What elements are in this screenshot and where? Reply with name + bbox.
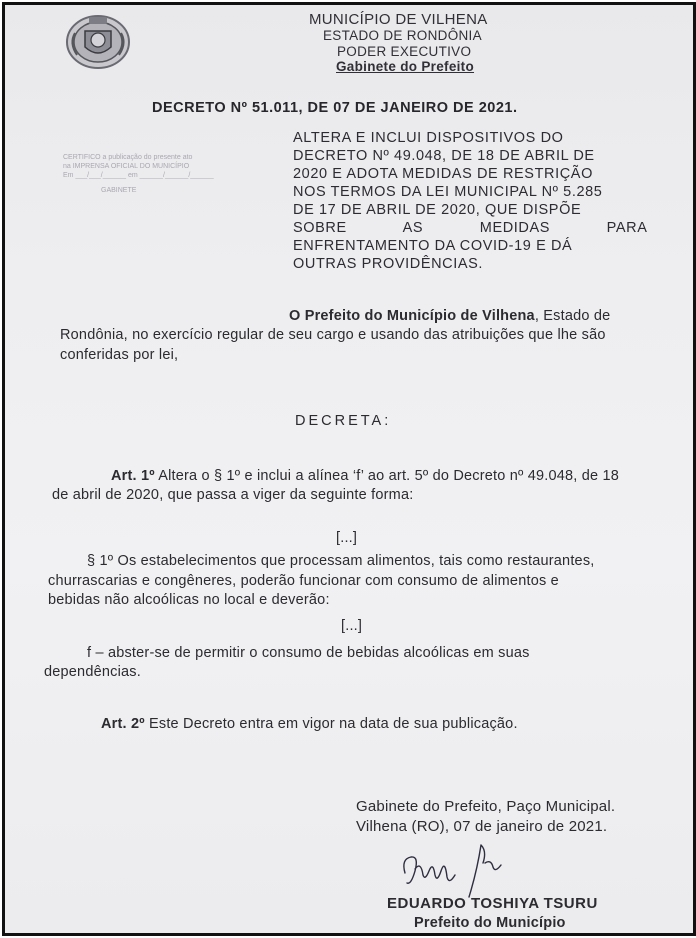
art1-text: Altera o § 1º e inclui a alínea ‘f’ ao art. 5º do Decreto nº 49.048, de 18 <box>154 468 620 484</box>
art2-text: Este Decreto entra em vigor na data de sua publicação. <box>144 716 518 732</box>
decree-title: DECRETO Nº 51.011, DE 07 DE JANEIRO DE 2021. <box>152 100 518 116</box>
stamp-line: GABINETE <box>101 187 137 194</box>
preamble-bold: O Prefeito do Município de Vilhena <box>289 308 535 324</box>
signatory-title: Prefeito do Município <box>414 915 566 931</box>
decreta-heading: DECRETA: <box>295 413 392 429</box>
ementa-line: OUTRAS PROVIDÊNCIAS. <box>293 256 484 272</box>
closing-place: Gabinete do Prefeito, Paço Municipal. <box>356 798 616 815</box>
document-page <box>5 5 693 933</box>
ementa-line: ALTERA E INCLUI DISPOSITIVOS DO <box>293 130 564 146</box>
art1-line-1 <box>111 468 619 484</box>
ementa-line: SOBRE AS MEDIDAS PARA <box>293 220 648 236</box>
art1-label: Art. 1º <box>111 468 155 484</box>
ellipsis: [...] <box>336 530 358 546</box>
stamp-line: na IMPRENSA OFICIAL DO MUNICÍPIO <box>63 163 190 170</box>
stamp-line: Em ___/___/______ em ______/______/______ <box>63 172 214 179</box>
municipality-heading: MUNICÍPIO DE VILHENA <box>309 11 488 28</box>
ementa-line: 2020 E ADOTA MEDIDAS DE RESTRIÇÃO <box>293 166 593 182</box>
preamble-line-3: conferidas por lei, <box>60 347 179 363</box>
paragraph1-line-3: bebidas não alcoólicas no local e deverão: <box>48 592 330 608</box>
state-heading: ESTADO DE RONDÔNIA <box>323 28 482 43</box>
coat-of-arms-logo <box>63 13 133 71</box>
ementa-line: NOS TERMOS DA LEI MUNICIPAL Nº 5.285 <box>293 184 603 200</box>
document-frame <box>2 2 696 936</box>
art1-line-2: de abril de 2020, que passa a viger da seguinte forma: <box>52 487 414 503</box>
paragraph1-line-2: churrascarias e congêneres, poderão funcionar com consumo de alimentos e <box>48 573 559 589</box>
item-f-line-1: f – abster-se de permitir o consumo de bebidas alcoólicas em suas <box>87 645 530 661</box>
branch-heading: PODER EXECUTIVO <box>337 44 472 59</box>
art2-label: Art. 2º <box>101 716 145 732</box>
preamble-line-2: Rondônia, no exercício regular de seu cargo e usando das atribuições que lhe são <box>60 327 606 343</box>
publication-stamp <box>63 153 233 208</box>
paragraph1-line-1: § 1º Os estabelecimentos que processam alimentos, tais como restaurantes, <box>87 553 595 569</box>
signatory-name: EDUARDO TOSHIYA TSURU <box>387 895 598 912</box>
closing-date: Vilhena (RO), 07 de janeiro de 2021. <box>356 818 608 835</box>
ementa-line: DECRETO Nº 49.048, DE 18 DE ABRIL DE <box>293 148 595 164</box>
preamble-rest: , Estado de <box>534 308 611 324</box>
preamble-line-1 <box>289 308 610 324</box>
ellipsis: [...] <box>341 618 363 634</box>
ementa-line: ENFRENTAMENTO DA COVID-19 E DÁ <box>293 238 573 254</box>
stamp-line: CERTIFICO a publicação do presente ato <box>63 154 193 161</box>
ementa-line: DE 17 DE ABRIL DE 2020, QUE DISPÕE <box>293 202 582 218</box>
item-f-line-2: dependências. <box>44 664 141 680</box>
handwritten-signature <box>397 841 517 901</box>
art2-line <box>101 716 518 732</box>
office-heading: Gabinete do Prefeito <box>336 59 475 74</box>
